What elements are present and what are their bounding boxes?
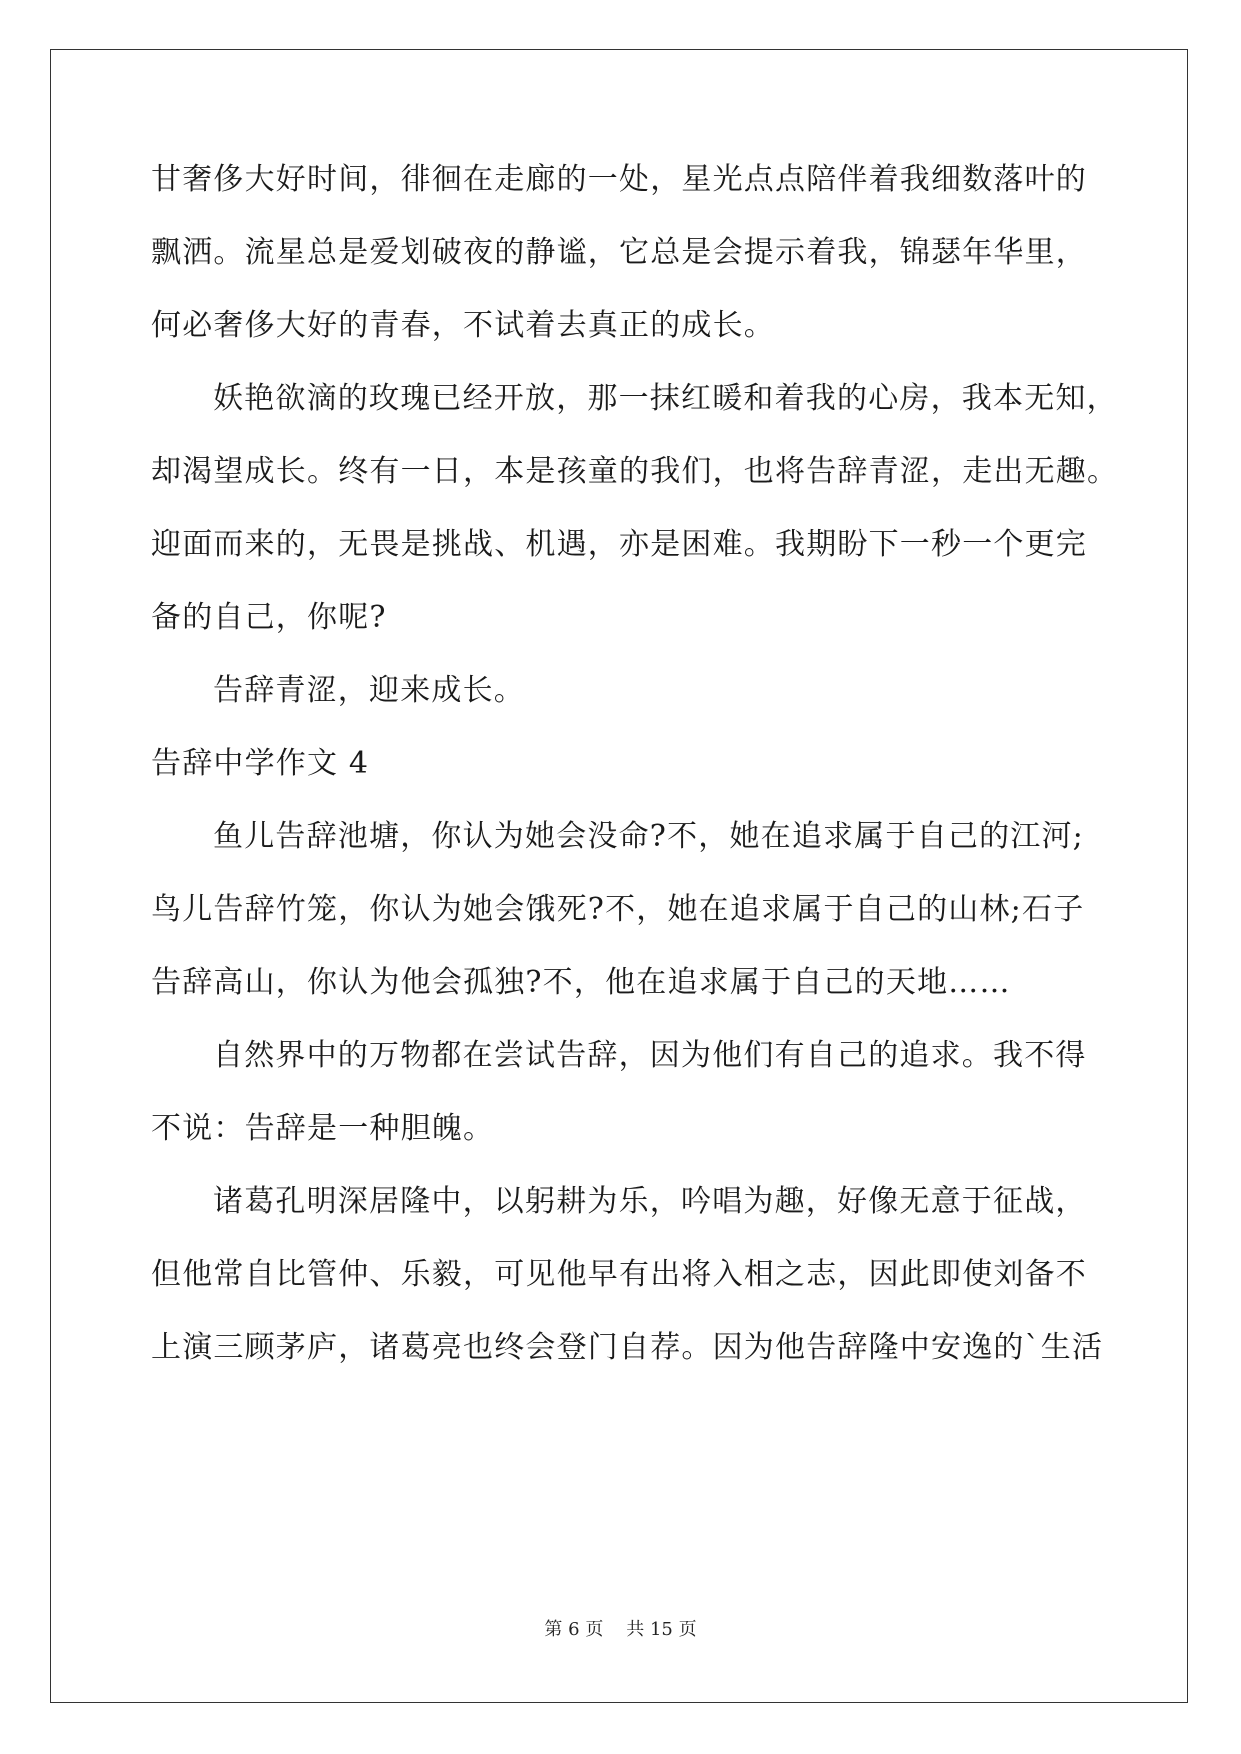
page-footer — [0, 1618, 1241, 1642]
text-line: 上演三顾茅庐，诸葛亮也终会登门自荐。因为他告辞隆中安逸的`生活 — [151, 1330, 1104, 1365]
paragraph-first-line: 妖艳欲滴的玫瑰已经开放，那一抹红暖和着我的心房，我本无知， — [213, 381, 1118, 416]
paragraph-first-line: 自然界中的万物都在尝试告辞，因为他们有自己的追求。我不得 — [213, 1038, 1087, 1073]
text-line: 迎面而来的，无畏是挑战、机遇，亦是困难。我期盼下一秒一个更完 — [151, 527, 1087, 562]
paragraph-first-line: 诸葛孔明深居隆中，以躬耕为乐，吟唱为趣，好像无意于征战， — [213, 1184, 1087, 1219]
text-line: 却渴望成长。终有一日，本是孩童的我们，也将告辞青涩，走出无趣。 — [151, 454, 1119, 489]
text-line: 飘洒。流星总是爱划破夜的静谧，它总是会提示着我，锦瑟年华里， — [151, 235, 1087, 270]
section-heading: 告辞中学作文 4 — [151, 746, 370, 781]
page-number: 第 6 页 — [544, 1619, 604, 1640]
total-pages: 共 15 页 — [626, 1619, 697, 1640]
paragraph-first-line: 告辞青涩，迎来成长。 — [213, 673, 525, 708]
page-border — [50, 49, 1188, 1703]
text-line: 备的自己，你呢? — [151, 600, 387, 635]
text-line: 鸟儿告辞竹笼，你认为她会饿死?不，她在追求属于自己的山林;石子 — [151, 892, 1085, 927]
paragraph-first-line: 鱼儿告辞池塘，你认为她会没命?不，她在追求属于自己的江河; — [213, 819, 1084, 854]
text-line: 告辞高山，你认为他会孤独?不，他在追求属于自己的天地…… — [151, 965, 1011, 1000]
text-line: 但他常自比管仲、乐毅，可见他早有出将入相之志，因此即使刘备不 — [151, 1257, 1087, 1292]
text-line: 何必奢侈大好的青春，不试着去真正的成长。 — [151, 308, 775, 343]
text-line: 甘奢侈大好时间，徘徊在走廊的一处，星光点点陪伴着我细数落叶的 — [151, 162, 1087, 197]
text-line: 不说：告辞是一种胆魄。 — [151, 1111, 495, 1146]
